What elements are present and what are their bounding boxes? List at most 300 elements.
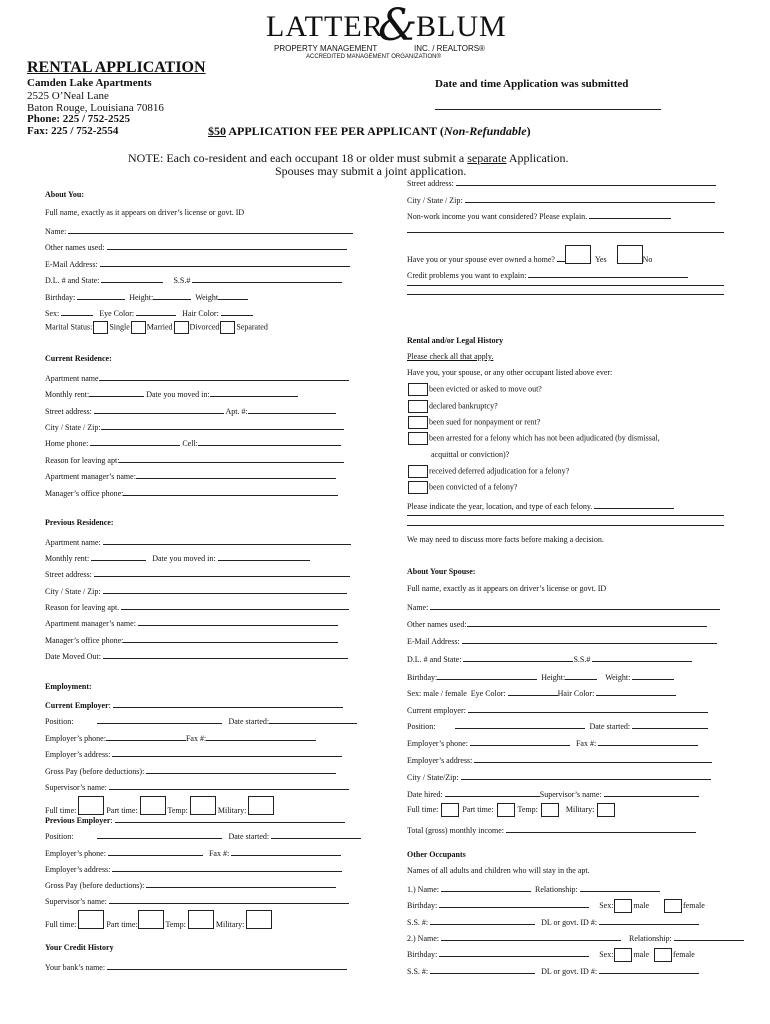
previous-rent-label: Monthly rent: [45,554,90,563]
current-street-field[interactable] [94,404,224,414]
occupant-1-ss-field[interactable] [430,915,535,925]
occupant-1-sex-label: Sex: [599,901,614,910]
spouse-city-label: City / State/Zip: [407,773,459,782]
employment-heading: Employment: [45,682,92,691]
right-street-label: Street address: [407,179,454,188]
emp-address-label: Employer’s address: [45,750,111,759]
note-line-2: Spouses may submit a joint application. [275,164,467,178]
deferred-label: received deferred adjudication for a felony? [429,466,570,476]
other-names-label: Other names used: [45,243,105,252]
previous-rent-row [45,551,310,563]
fee-text: APPLICATION FEE PER APPLICANT ( [226,124,444,138]
birthday-field[interactable] [77,290,125,300]
emp-phone-row [45,731,316,743]
gross-pay-field[interactable] [45,764,336,776]
company-fax: Fax: 225 / 752-2554 [27,125,119,137]
birthday-row [45,290,248,302]
legal-item-evicted [407,383,542,396]
spouse-other-names-field[interactable] [407,617,707,629]
prev-supervisor-field[interactable] [45,894,349,906]
company-phone: Phone: 225 / 752-2525 [27,113,130,125]
prev-emp-date-started-label: Date started: [228,832,270,841]
supervisor-label: Supervisor’s name: [45,783,107,792]
felony-details-line-3[interactable] [407,525,724,526]
gross-pay-label: Gross Pay (before deductions): [45,767,145,776]
fee-amount: $50 [208,124,226,138]
spouse-hair-field[interactable] [596,686,676,696]
spouse-dl-field[interactable] [463,652,573,662]
legal-item-sued [407,416,540,429]
previous-reason-label: Reason for leaving apt. [45,603,120,612]
marital-row [45,321,268,334]
occupant-1-birthday-row [407,898,705,913]
emp-fax-label: Fax #: [185,734,207,743]
spouse-eye-label: Eye Color: [470,689,506,698]
about-you-heading: About You: [45,190,85,199]
felony-details-line-2[interactable] [407,515,724,516]
home-phone-field[interactable] [90,436,180,446]
previous-office-phone-field[interactable] [45,633,338,645]
convicted-label: been convicted of a felony? [429,482,518,492]
prev-emp-date-started-field[interactable] [271,829,361,839]
spouse-birthday-row [407,670,674,682]
occupant-2-name-field[interactable] [441,931,621,941]
occupant-2-dl-label: DL or govt. ID #: [541,967,598,976]
occupant-1-relationship-field[interactable] [580,882,660,892]
current-manager-label: Apartment manager’s name: [45,472,136,481]
logo-ampersand: & [378,0,418,51]
spouse-work-type-row [407,803,616,817]
separated-label: Separated [236,322,268,332]
credit-problems-field[interactable] [407,268,688,280]
prev-military-checkbox[interactable] [246,910,272,929]
emp-phone-label: Employer’s phone: [45,734,106,743]
email-field[interactable] [45,257,350,269]
company-address-1: 2525 O’Neal Lane [27,90,109,102]
prev-emp-position-field[interactable] [97,829,222,839]
occupant-1-name-field[interactable] [441,882,531,892]
spouse-birthday-field[interactable] [437,670,537,680]
birthday-label: Birthday: [45,293,76,302]
note-text-a: NOTE: Each co-resident and each occupant 18 or older must submit a [128,151,468,165]
spouse-fax-field[interactable] [598,736,698,746]
logo-right: BLUM [416,10,507,43]
prev-supervisor-label: Supervisor’s name: [45,897,107,906]
spouse-phone-row [407,736,698,748]
previous-city-label: City / State / Zip: [45,587,101,596]
emp-position-field[interactable] [97,714,222,724]
spouse-name-label: Name: [407,603,429,612]
occupant-2-relationship-field[interactable] [674,931,744,941]
logo-left: LATTER [266,10,384,43]
eye-label: Eye Color: [99,309,135,318]
current-street-label: Street address: [45,407,92,416]
note-text-c: Application. [506,151,569,165]
previous-reason-field[interactable] [45,600,349,612]
previous-office-phone-label: Manager’s office phone: [45,636,124,645]
spouse-temp-label: Temp: [517,804,538,814]
emp-phone-field[interactable] [106,731,186,741]
logo-accreditation: ACCREDITED MANAGEMENT ORGANIZATION® [306,54,441,60]
spouse-name-field[interactable] [407,600,720,612]
prev-emp-position-row [45,829,361,841]
cell-field[interactable] [198,436,341,446]
owned-home-label: Have you or your spouse ever owned a home? [407,255,555,264]
occupant-2-dl-field[interactable] [599,964,699,974]
current-city-field[interactable] [45,420,344,432]
legal-item-arrested [407,432,660,445]
arrested-label-continued: acquittal or conviction)? [431,450,510,459]
occupant-1-birthday-label: Birthday: [407,901,438,910]
about-fullname-hint: Full name, exactly as it appears on driver’s license or govt. ID [45,208,245,217]
arrested-label: been arrested for a felony which has not been adjudicated (by dismissal, [429,433,660,443]
previous-manager-label: Apartment manager’s name: [45,619,136,628]
prev-work-type-row [45,910,272,929]
other-names-field[interactable] [45,240,347,252]
cell-label: Cell: [182,439,198,448]
weight-label: Weight [195,293,219,302]
spouse-employer-field[interactable] [407,703,708,715]
occupant-1-relationship-label: Relationship: [535,885,578,894]
marital-label: Marital Status: [45,322,93,332]
occupant-1-dl-field[interactable] [599,915,699,925]
spouse-email-field[interactable] [407,634,717,646]
spouse-emp-address-field[interactable] [407,753,712,765]
occupant-2-relationship-label: Relationship: [629,934,672,943]
owned-home-no-box[interactable] [617,245,643,264]
spouse-position-field[interactable] [455,719,585,729]
prev-part-time-label: Part time: [106,920,138,929]
emp-fax-field[interactable] [206,731,316,741]
credit-problems-line-3[interactable] [407,294,724,295]
spouse-position-label: Position: [407,722,436,731]
prev-gross-pay-label: Gross Pay (before deductions): [45,881,145,890]
logo-subtitle-a: PROPERTY MANAGEMENT [274,44,378,53]
previous-apt-name-label: Apartment name: [45,538,101,547]
occupant-2-female-label: female [673,950,695,959]
previous-moved-in-field[interactable] [218,551,310,561]
prev-emp-phone-label: Employer’s phone: [45,849,106,858]
occupant-2-birthday-row [407,947,695,962]
spouse-fullname-hint: Full name, exactly as it appears on driver’s license or govt. ID [407,584,607,593]
sex-label: Sex: [45,309,60,318]
previous-rent-field[interactable] [91,551,146,561]
nonwork-income-label: Non-work income you want considered? Please explain. [407,212,588,221]
spouse-sex-eye-hair-row [407,686,676,698]
married-checkbox[interactable] [131,321,146,334]
current-apt-no-label: Apt. #: [225,407,248,416]
nonwork-income-line-2[interactable] [407,232,724,233]
spouse-income-label: Total (gross) monthly income: [407,826,504,835]
dl-label: D.L. # and State: [45,276,100,285]
fee-close: ) [526,124,531,138]
occupant-1-male-checkbox[interactable] [614,899,632,913]
right-street-field[interactable] [407,176,716,188]
check-all-note: Please check all that apply. [407,352,494,361]
occupant-2-male-label: male [633,950,649,959]
current-phone-row [45,436,341,448]
spouse-date-started-field[interactable] [632,719,708,729]
right-city-label: City / State / Zip: [407,196,463,205]
felony-details-field[interactable] [407,499,674,511]
prev-gross-pay-field[interactable] [45,878,336,890]
ss-label: S.S.# [173,276,191,285]
height-field[interactable] [153,290,191,300]
occupant-2-male-checkbox[interactable] [614,948,632,962]
occupant-2-birthday-label: Birthday: [407,950,438,959]
spouse-supervisor-field[interactable] [604,787,699,797]
current-reason-label: Reason for leaving apt: [45,456,120,465]
supervisor-field[interactable] [45,780,349,792]
occupant-1-female-label: female [683,901,705,910]
prev-emp-address-field[interactable] [45,862,342,874]
credit-problems-line-2[interactable] [407,285,724,286]
sued-checkbox[interactable] [408,416,428,429]
spouse-weight-field[interactable] [632,670,674,680]
previous-moved-out-field[interactable] [45,649,348,661]
occupant-1-name-label: 1.) Name: [407,885,439,894]
previous-moved-in-label: Date you moved in: [152,554,216,563]
prev-emp-address-label: Employer’s address: [45,865,111,874]
previous-employer-label: Previous Employer [45,816,111,825]
spouse-hair-label: Hair Color: [557,689,595,698]
hair-label: Hair Color: [182,309,219,318]
previous-moved-out-label: Date Moved Out: [45,652,101,661]
occupant-2-ss-field[interactable] [430,964,535,974]
name-field[interactable] [45,224,353,236]
bankruptcy-checkbox[interactable] [408,400,428,413]
spouse-emp-phone-label: Employer’s phone: [407,739,468,748]
sued-label: been sued for nonpayment or rent? [429,417,541,427]
occupant-2-name-row [407,931,744,943]
occupants-intro: Names of all adults and children who will stay in the apt. [407,866,590,875]
sex-eye-hair-row [45,306,253,318]
spouse-eye-field[interactable] [508,686,558,696]
prev-emp-fax-field[interactable] [231,846,341,856]
spouse-income-field[interactable] [407,823,696,835]
occupant-1-birthday-field[interactable] [439,898,589,908]
spouse-temp-checkbox[interactable] [541,803,559,817]
previous-manager-field[interactable] [45,616,338,628]
part-time-label: Part time: [106,806,138,815]
company-logo [266,0,507,64]
prev-part-time-checkbox[interactable] [138,910,164,929]
legal-history-heading: Rental and/or Legal History [407,336,504,345]
prev-temp-label: Temp: [165,920,186,929]
spouse-heading: About Your Spouse: [407,567,476,576]
legal-item-deferred [407,465,569,478]
previous-street-label: Street address: [45,570,92,579]
spouse-military-label: Military: [565,804,595,814]
email-label: E-Mail Address: [45,260,98,269]
spouse-ss-field[interactable] [592,652,692,662]
spouse-height-field[interactable] [565,670,597,680]
current-residence-heading: Current Residence: [45,354,112,363]
owned-home-no-label: No [642,255,653,264]
spouse-emp-phone-field[interactable] [470,736,570,746]
prev-full-time-checkbox[interactable] [78,910,104,929]
felony-details-label: Please indicate the year, location, and type of each felony. [407,502,593,511]
current-office-phone-label: Manager’s office phone: [45,489,124,498]
spouse-position-row [407,719,708,731]
previous-street-field[interactable] [45,567,350,579]
current-moved-in-label: Date you moved in: [146,390,210,399]
occupant-2-ids-row [407,964,699,976]
spouse-date-hired-label: Date hired: [407,790,443,799]
height-label: Height: [129,293,154,302]
owned-home-yes-box[interactable] [565,245,591,264]
occupant-2-ss-label: S.S. #: [407,967,429,976]
emp-date-started-field[interactable] [269,714,357,724]
occupant-1-name-row [407,882,660,894]
separated-checkbox[interactable] [220,321,235,334]
spouse-dl-label: D.L. # and State: [407,655,462,664]
spouse-emp-address-label: Employer’s address: [407,756,473,765]
occupant-2-birthday-field[interactable] [439,947,589,957]
convicted-checkbox[interactable] [408,481,428,494]
spouse-date-hired-field[interactable] [445,787,540,797]
evicted-label: been evicted or asked to move out? [429,384,542,394]
dl-field[interactable] [101,273,163,283]
previous-city-field[interactable] [45,584,347,596]
current-employer-field[interactable]: Current Employer: [45,698,343,710]
spouse-date-started-label: Date started: [589,722,631,731]
spouse-sex-label: Sex: male / female [407,689,467,698]
discuss-note: We may need to discuss more facts before making a decision. [407,535,604,544]
legal-item-convicted [407,481,517,494]
single-label: Single [109,322,130,332]
sex-field[interactable] [61,306,93,316]
company-address-2: Baton Rouge, Louisiana 70816 [27,102,164,114]
current-apt-name-label: Apartment name [45,374,99,383]
current-rent-row [45,387,298,399]
current-employer-label: Current Employer [45,701,109,710]
application-fee [208,124,531,139]
spouse-city-field[interactable] [407,770,711,782]
divorced-checkbox[interactable] [174,321,189,334]
full-time-label: Full time: [45,806,77,815]
current-city-label: City / State / Zip: [45,423,101,432]
legal-item-bankruptcy [407,400,498,413]
emp-position-row [45,714,357,726]
eye-field[interactable] [136,306,176,316]
arrested-checkbox[interactable] [408,432,428,445]
bank-name-field[interactable] [45,960,347,972]
evicted-checkbox[interactable] [408,383,428,396]
spouse-fax-label: Fax #: [575,739,597,748]
occupants-heading: Other Occupants [407,850,466,859]
occupant-1-female-checkbox[interactable] [664,899,682,913]
prev-temp-checkbox[interactable] [188,910,214,929]
logo-subtitle-b: INC. / REALTORS® [414,44,485,53]
deferred-checkbox[interactable] [408,465,428,478]
weight-field[interactable] [218,290,248,300]
military-label: Military: [217,806,247,815]
bankruptcy-label: declared bankruptcy? [429,401,498,411]
spouse-full-time-checkbox[interactable] [441,803,459,817]
spouse-part-time-label: Part time: [462,804,494,814]
current-apt-name-field[interactable] [45,371,349,383]
current-manager-field[interactable] [45,469,336,481]
prev-emp-phone-field[interactable] [108,846,203,856]
married-label: Married [146,322,173,332]
hair-field[interactable] [221,306,253,316]
occupant-1-ss-label: S.S. #: [407,918,429,927]
occupant-1-ids-row [407,915,699,927]
current-reason-field[interactable] [45,453,344,465]
current-street-row [45,404,336,416]
prev-military-label: Military: [215,920,245,929]
submission-date-label: Date and time Application was submitted [435,78,629,90]
temp-label: Temp: [167,806,188,815]
emp-address-field[interactable] [45,747,342,759]
spouse-other-names-label: Other names used: [407,620,467,629]
previous-residence-heading: Previous Residence: [45,518,114,527]
credit-history-heading: Your Credit History [45,943,114,952]
current-office-phone-field[interactable] [45,486,338,498]
spouse-email-label: E-Mail Address: [407,637,460,646]
occupant-2-sex-label: Sex: [599,950,614,959]
company-name: Camden Lake Apartments [27,77,152,89]
occupant-2-female-checkbox[interactable] [654,948,672,962]
prev-emp-position-label: Position: [45,832,74,841]
divorced-label: Divorced [189,322,220,332]
spouse-part-time-checkbox[interactable] [497,803,515,817]
previous-employer-field[interactable]: Previous Employer: [45,813,345,825]
owned-home-row [407,245,652,264]
submission-date-field[interactable] [435,109,661,110]
prev-emp-phone-row [45,846,341,858]
name-label: Name: [45,227,67,236]
single-checkbox[interactable] [93,321,108,334]
current-rent-label: Monthly rent: [45,390,90,399]
occupant-1-male-label: male [633,901,649,910]
dl-ss-row [45,273,342,285]
spouse-birthday-label: Birthday: [407,673,438,682]
spouse-dl-ss-row [407,652,692,664]
current-moved-in-field[interactable] [210,387,298,397]
spouse-supervisor-label: Supervisor’s name: [539,790,602,799]
right-city-field[interactable] [407,193,715,205]
page-title: RENTAL APPLICATION [27,59,206,76]
bank-name-label: Your bank’s name: [45,963,106,972]
current-apt-no-field[interactable] [248,404,336,414]
fee-note: Non-Refundable [443,124,527,138]
prev-emp-fax-label: Fax #: [208,849,230,858]
owned-home-yes-label: Yes [594,255,607,264]
emp-position-label: Position: [45,717,74,726]
spouse-military-checkbox[interactable] [597,803,615,817]
spouse-ss-label: S.S.# [573,655,591,664]
spouse-weight-label: Weight: [605,673,631,682]
spouse-employer-label: Current employer: [407,706,466,715]
home-phone-label: Home phone: [45,439,89,448]
spouse-full-time-label: Full time: [407,804,439,814]
occupant-1-dl-label: DL or govt. ID #: [541,918,598,927]
previous-apt-name-field[interactable] [45,535,351,547]
legal-intro: Have you, your spouse, or any other occupant listed above ever: [407,368,613,377]
current-rent-field[interactable] [89,387,144,397]
prev-full-time-label: Full time: [45,920,77,929]
nonwork-income-field[interactable] [407,209,671,221]
ss-field[interactable] [192,273,342,283]
occupant-2-name-label: 2.) Name: [407,934,439,943]
note-text-b: separate [467,151,507,165]
spouse-height-label: Height: [541,673,566,682]
emp-date-started-label: Date started: [228,717,270,726]
spouse-hired-row [407,787,699,799]
credit-problems-label: Credit problems you want to explain: [407,271,527,280]
